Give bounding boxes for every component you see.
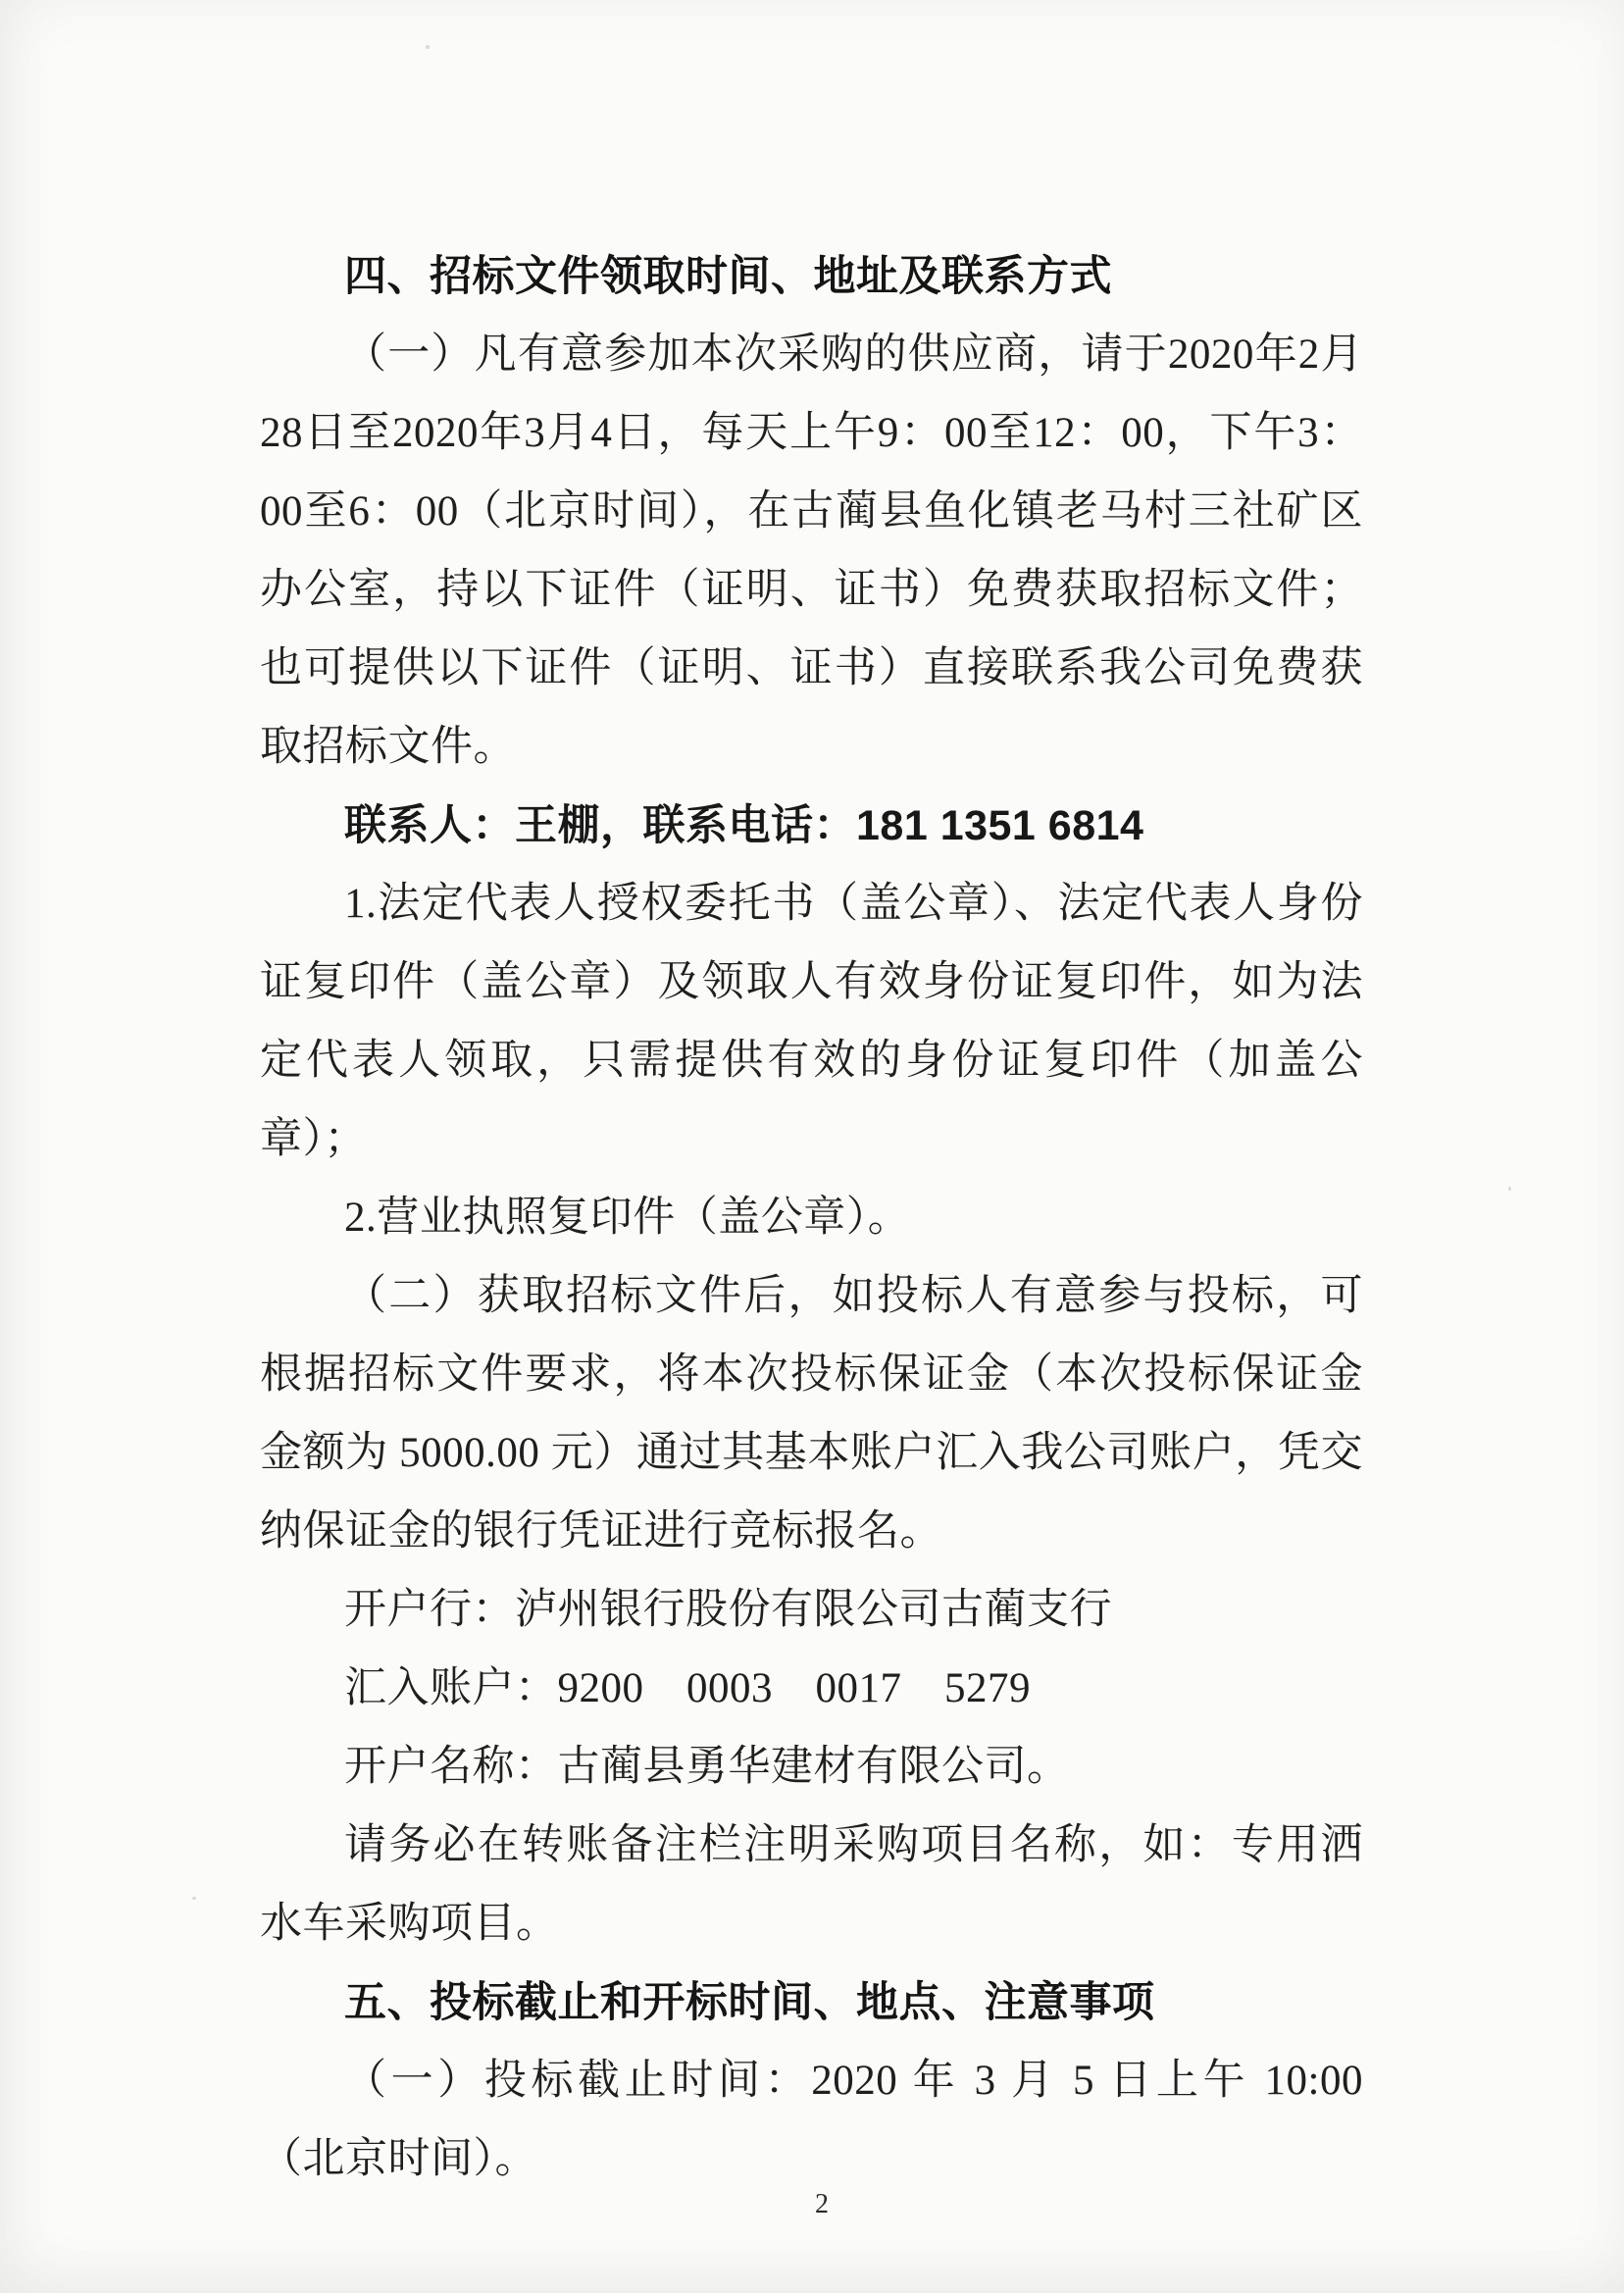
scan-speck xyxy=(192,1897,196,1900)
section5-heading: 五、投标截止和开标时间、地点、注意事项 xyxy=(344,1979,1155,2026)
contact-line: 联系人：王棚，联系电话：181 1351 6814 xyxy=(344,802,1144,849)
scan-speck xyxy=(1508,1187,1511,1191)
account-name-line: 开户名称：古蔺县勇华建材有限公司。 xyxy=(344,1744,1070,1790)
deposit-paragraph: （二）获取招标文件后，如投标人有意参与投标，可根据招标文件要求，将本次投标保证金（本次投标保证金金额为 5000.00 元）通过其基本账户汇入我公司账户，凭交纳保证金的银行凭证进行竞标报名。 xyxy=(260,1273,1363,1554)
document-body xyxy=(260,237,1363,2199)
scan-speck xyxy=(894,290,897,293)
scan-speck xyxy=(426,45,430,49)
section4-heading: 四、招标文件领取时间、地址及联系方式 xyxy=(344,253,1112,300)
page-number: 2 xyxy=(815,2189,829,2219)
credential-item-2: 2.营业执照复印件（盖公章）。 xyxy=(344,1195,911,1241)
bank-name-line: 开户行：泸州银行股份有限公司古蔺支行 xyxy=(344,1587,1112,1633)
deadline-paragraph: （一）投标截止时间：2020 年 3 月 5 日上午 10:00（北京时间）。 xyxy=(260,2058,1363,2182)
remark-paragraph: 请务必在转账备注栏注明采购项目名称，如：专用洒水车采购项目。 xyxy=(260,1822,1363,1947)
credential-item-1: 1.法定代表人授权委托书（盖公章）、法定代表人身份证复印件（盖公章）及领取人有效身份证复印件，如为法定代表人领取，只需提供有效的身份证复印件（加盖公章）； xyxy=(260,881,1363,1162)
bank-account-line: 汇入账户：9200 0003 0017 5279 xyxy=(344,1665,1031,1711)
supplier-paragraph: （一）凡有意参加本次采购的供应商，请于2020年2月28日至2020年3月4日，每天上午9：00至12：00，下午3：00至6：00（北京时间），在古蔺县鱼化镇老马村三社矿区办公室，持以下证件（证明、证书）免费获取招标文件；也可提供以下证件（证明、证书）直接联系我公司免费获取招标文件。 xyxy=(260,331,1363,770)
